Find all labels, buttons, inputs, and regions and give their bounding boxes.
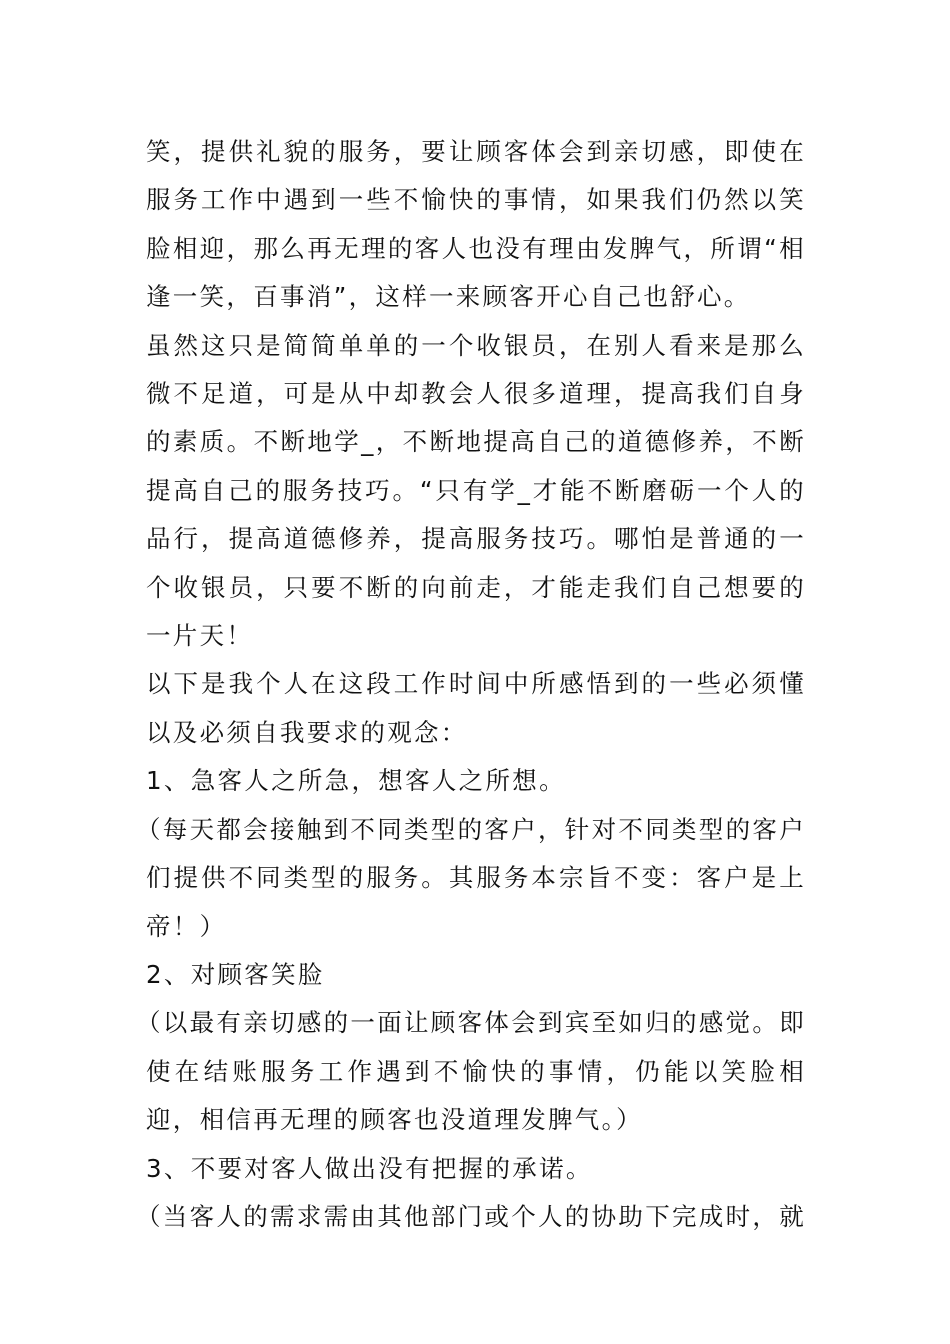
paragraph-smile-service: 笑，提供礼貌的服务，要让顾客体会到亲切感，即使在服务工作中遇到一些不愉快的事情，如果我们仍然以笑脸相迎，那么再无理的客人也没有理由发脾气，所谓“相逢一笑，百事消”，这样一来顾客开心自己也舒心。 <box>146 137 806 312</box>
list-item-note-3: （当客人的需求需由其他部门或个人的协助下完成时，就 <box>136 1201 806 1231</box>
list-item-note-1: （每天都会接触到不同类型的客户，针对不同类型的客户们提供不同类型的服务。其服务本宗旨不变：客户是上帝！） <box>136 814 806 941</box>
paragraph-cashier-reflection: 虽然这只是简简单单的一个收银员，在别人看来是那么微不足道，可是从中却教会人很多道理，提高我们自身的素质。不断地学_，不断地提高自己的道德修养，不断提高自己的服务技巧。“只有学_才能不断磨砺一个人的品行，提高道德修养，提高服务技巧。哪怕是普通的一个收银员，只要不断的向前走，才能走我们自己想要的一片天！ <box>146 330 806 651</box>
document-page <box>136 128 806 1241</box>
list-item-note-2: （以最有亲切感的一面让顾客体会到宾至如归的感觉。即使在结账服务工作遇到不愉快的事情，仍能以笑脸相迎，相信再无理的顾客也没道理发脾气。） <box>136 1008 806 1135</box>
list-item-heading-3: 3、不要对客人做出没有把握的承诺。 <box>146 1153 593 1183</box>
list-item-heading-2: 2、对顾客笑脸 <box>146 959 325 989</box>
paragraph-insights-intro: 以下是我个人在这段工作时间中所感悟到的一些必须懂以及必须自我要求的观念： <box>146 669 806 747</box>
list-item-heading-1: 1、急客人之所急，想客人之所想。 <box>146 766 566 796</box>
